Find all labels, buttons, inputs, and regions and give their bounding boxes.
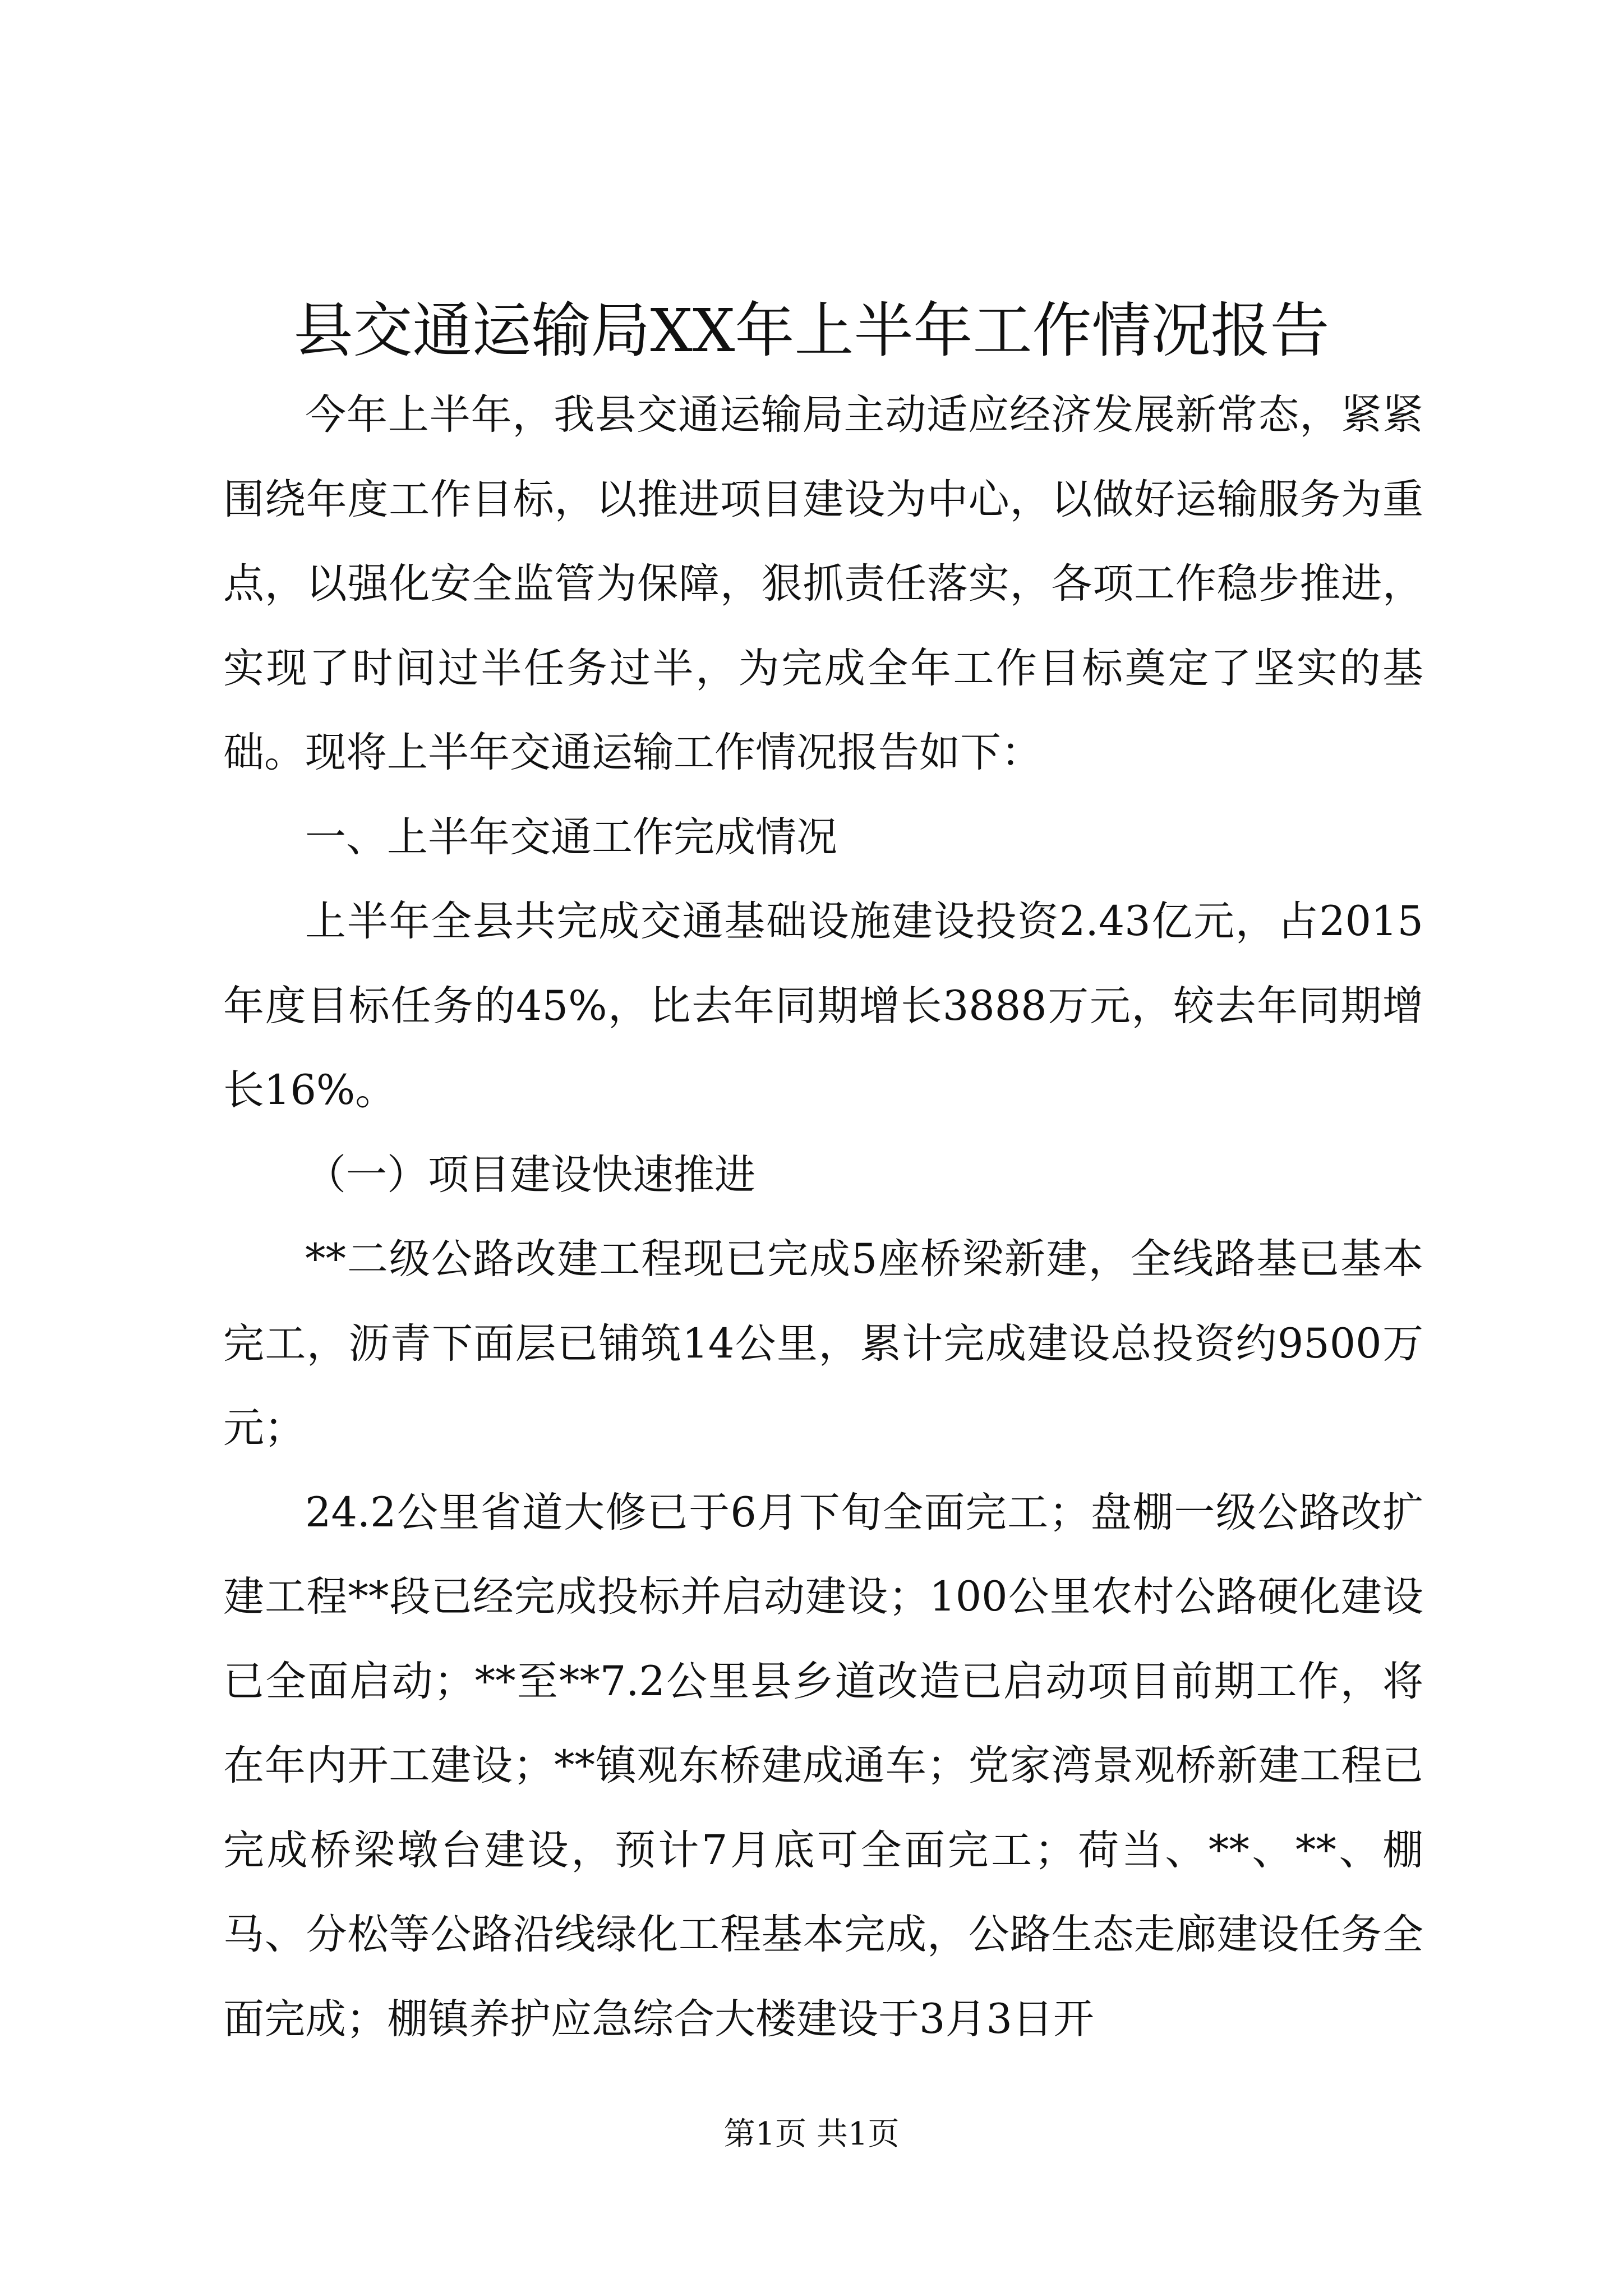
page-footer: 第1页 共1页 — [723, 2116, 900, 2152]
project-paragraph-1: **二级公路改建工程现已完成5座桥梁新建，全线路基已基本完工，沥青下面层已铺筑14公里，累计完成建设总投资约9500万元； — [223, 1235, 1423, 1452]
document-body — [223, 373, 1423, 2062]
project-paragraph-2: 24.2公里省道大修已于6月下旬全面完工；盘棚一级公路改扩建工程**段已经完成投标并启动建设；100公里农村公路硬化建设已全面启动；**至**7.2公里县乡道改造已启动项目前期工作，将在年内开工建设；**镇观东桥建成通车；党家湾景观桥新建工程已完成桥梁墩台建设，预计7月底可全面完工；荷当、**、**、棚马、分松等公路沿线绿化工程基本完成，公路生态走廊建设任务全面完成；棚镇养护应急综合大楼建设于3月3日开 — [223, 1488, 1423, 2043]
investment-paragraph: 上半年全县共完成交通基础设施建设投资2.43亿元，占2015年度目标任务的45%，比去年同期增长3888万元，较去年同期增长16%。 — [223, 898, 1423, 1114]
intro-paragraph: 今年上半年，我县交通运输局主动适应经济发展新常态，紧紧围绕年度工作目标，以推进项目建设为中心，以做好运输服务为重点，以强化安全监管为保障，狠抓责任落实，各项工作稳步推进，实现了时间过半任务过半，为完成全年工作目标奠定了坚实的基础。现将上半年交通运输工作情况报告如下： — [223, 391, 1423, 776]
section-heading: 一、上半年交通工作完成情况 — [305, 813, 837, 861]
subsection-heading: （一）项目建设快速推进 — [305, 1151, 755, 1199]
document-title: 县交通运输局XX年上半年工作情况报告 — [293, 296, 1330, 365]
